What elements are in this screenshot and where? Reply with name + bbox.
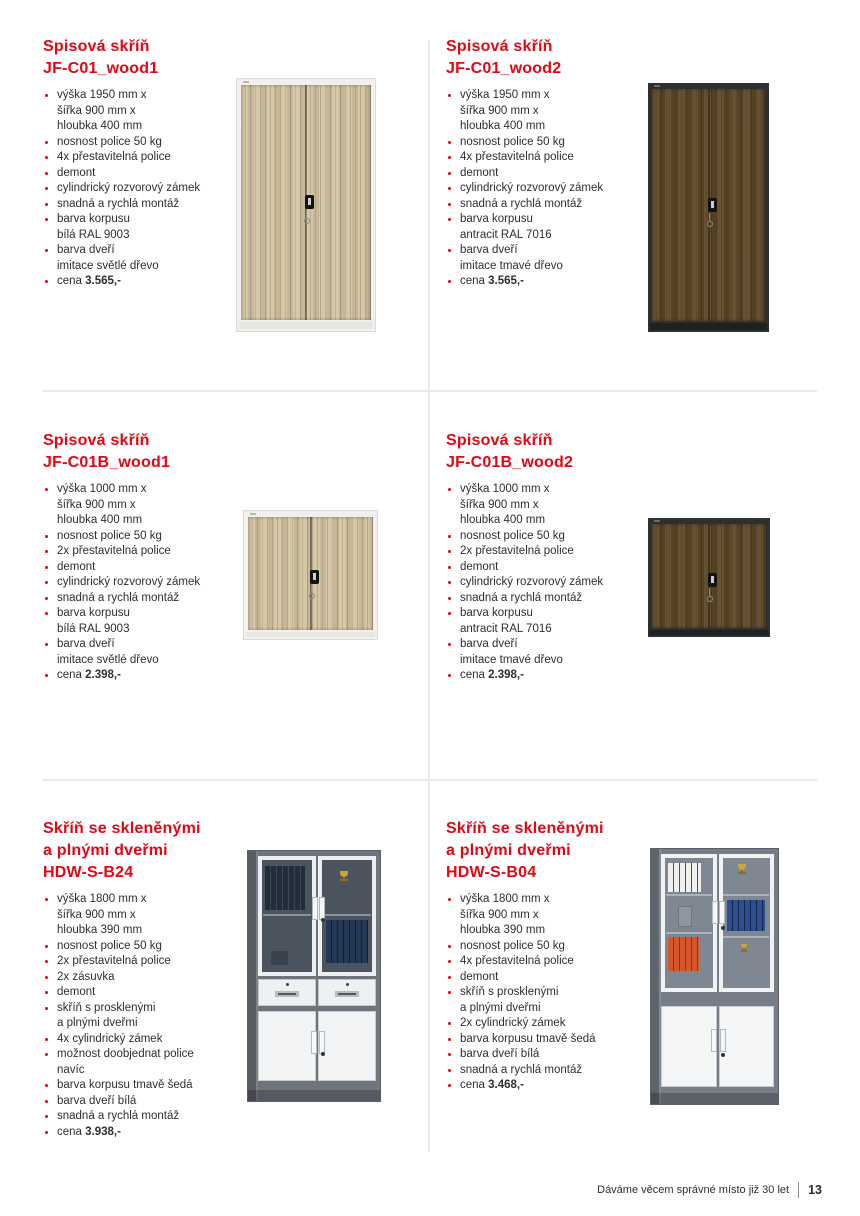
spec-item: cylindrický rozvorový zámek xyxy=(43,575,248,591)
product-spec-list xyxy=(43,482,248,684)
trophy-icon xyxy=(737,864,747,875)
spec-item: barva korpusu bílá RAL 9003 xyxy=(43,606,248,637)
spec-item: nosnost police 50 kg xyxy=(446,939,651,955)
footer-tagline: Dáváme věcem správné místo již 30 let xyxy=(597,1184,790,1196)
spec-item: 2x přestavitelná police xyxy=(446,544,651,560)
door-handle xyxy=(319,1031,325,1054)
cabinet-lock-icon xyxy=(708,198,717,212)
spec-item: nosnost police 50 kg xyxy=(43,529,248,545)
brand-logo xyxy=(654,520,660,522)
spec-item: cena 2.398,- xyxy=(446,668,651,684)
spec-item: 2x přestavitelná police xyxy=(43,954,248,970)
product-card xyxy=(429,781,860,1160)
product-title: Spisová skříň JF-C01B_wood2 xyxy=(446,432,574,471)
cabinet-lock-icon xyxy=(708,573,717,587)
door-handle xyxy=(720,1029,726,1052)
spec-item: snadná a rychlá montáž xyxy=(446,591,651,607)
spec-item: demont xyxy=(43,985,248,1001)
footer-separator xyxy=(798,1182,799,1198)
spec-item: snadná a rychlá montáž xyxy=(43,1109,248,1125)
door-handle xyxy=(711,1029,717,1052)
product-title: Spisová skříň JF-C01_wood2 xyxy=(446,38,562,77)
glass-pane xyxy=(322,860,372,972)
spec-item: demont xyxy=(446,166,651,182)
door-handle xyxy=(719,901,725,924)
spec-item: výška 1000 mm x šířka 900 mm x hloubka 400 mm xyxy=(446,482,651,529)
spec-item: nosnost police 50 kg xyxy=(446,135,651,151)
glass-door xyxy=(719,854,775,992)
spec-item: výška 1800 mm x šířka 900 mm x hloubka 390 mm xyxy=(446,892,651,939)
spec-item: výška 1950 mm x šířka 900 mm x hloubka 400 mm xyxy=(446,88,651,135)
binders xyxy=(668,863,701,892)
product-card xyxy=(0,781,429,1160)
spec-item: 2x přestavitelná police xyxy=(43,544,248,560)
lock-dot xyxy=(321,1052,325,1056)
spec-item: barva dveří imitace tmavé dřevo xyxy=(446,637,651,668)
spec-item: 2x cylindrický zámek xyxy=(446,1016,651,1032)
spec-item: nosnost police 50 kg xyxy=(43,135,248,151)
spec-item: snadná a rychlá montáž xyxy=(446,1063,651,1079)
glass-pane xyxy=(723,858,771,988)
shelf-line xyxy=(263,914,311,916)
cabinet-key-icon xyxy=(709,588,710,596)
shelf-line xyxy=(723,894,769,896)
spec-item: barva dveří bílá xyxy=(43,1094,248,1110)
product-photo-wood-cabinet xyxy=(236,78,376,332)
spec-item: barva dveří imitace tmavé dřevo xyxy=(446,243,651,274)
spec-item: cylindrický rozvorový zámek xyxy=(446,181,651,197)
glass-door-section xyxy=(258,856,376,976)
product-photo-wood-cabinet xyxy=(648,518,770,637)
drawer xyxy=(318,979,376,1007)
brand-logo xyxy=(654,85,660,87)
spec-item: možnost doobjednat police navíc xyxy=(43,1047,248,1078)
page-number: 13 xyxy=(808,1183,822,1197)
glass-pane xyxy=(262,860,312,972)
cabinet-plinth xyxy=(248,1090,380,1101)
trophy-icon xyxy=(339,871,349,882)
glass-door xyxy=(318,856,376,976)
spec-item: cena 2.398,- xyxy=(43,668,248,684)
cabinet-plinth xyxy=(650,630,768,635)
spec-item: výška 1000 mm x šířka 900 mm x hloubka 400 mm xyxy=(43,482,248,529)
shelf-line xyxy=(666,894,712,896)
spec-item: barva korpusu tmavě šedá xyxy=(43,1078,248,1094)
product-spec-list xyxy=(446,892,651,1094)
solid-door xyxy=(719,1006,775,1088)
shelf-line xyxy=(323,914,371,916)
spec-item: barva korpusu tmavě šedá xyxy=(446,1032,651,1048)
binders xyxy=(727,900,765,931)
spec-item: 4x přestavitelná police xyxy=(43,150,248,166)
product-photo-glass-cabinet xyxy=(650,848,779,1105)
drawer-lock-dot xyxy=(286,983,289,986)
spec-item: demont xyxy=(446,970,651,986)
product-photo-wood-cabinet xyxy=(648,83,769,332)
page-footer xyxy=(597,1180,822,1200)
trophy-icon xyxy=(740,944,748,953)
spec-item: skříň s prosklenými a plnými dveřmi xyxy=(43,1001,248,1032)
spec-item: 4x cylindrický zámek xyxy=(43,1032,248,1048)
spec-item: barva dveří imitace světlé dřevo xyxy=(43,637,248,668)
spec-item: demont xyxy=(446,560,651,576)
product-price: 3.468,- xyxy=(488,1079,524,1091)
cabinet-lock-icon xyxy=(310,570,319,584)
binders xyxy=(265,866,305,911)
product-title: Spisová skříň JF-C01_wood1 xyxy=(43,38,159,77)
product-photo-glass-cabinet xyxy=(247,850,381,1102)
door-handle xyxy=(312,897,318,920)
product-card xyxy=(0,392,429,781)
product-price: 3.938,- xyxy=(85,1125,121,1138)
shelf-line xyxy=(666,932,712,934)
drawer-handle xyxy=(335,991,359,997)
product-card xyxy=(429,0,860,392)
solid-door xyxy=(258,1011,316,1081)
brand-logo xyxy=(243,81,249,83)
product-card xyxy=(429,392,860,781)
door-handle xyxy=(712,901,718,924)
brand-logo xyxy=(250,513,256,515)
cabinet-plinth xyxy=(650,323,767,330)
product-spec-list xyxy=(43,88,248,290)
binders xyxy=(326,920,368,963)
product-price: 2.398,- xyxy=(85,669,121,681)
product-spec-list xyxy=(446,482,651,684)
product-title: Skříň se skleněnými a plnými dveřmi HDW-S-B24 xyxy=(43,820,201,881)
spec-item: cylindrický rozvorový zámek xyxy=(43,181,248,197)
box xyxy=(678,906,691,927)
glass-pane xyxy=(665,858,713,988)
spec-item: cylindrický rozvorový zámek xyxy=(446,575,651,591)
cabinet-lock-icon xyxy=(305,195,314,209)
cabinet-plinth xyxy=(246,632,375,637)
cabinet-key-icon xyxy=(311,585,312,593)
spec-item: nosnost police 50 kg xyxy=(43,939,248,955)
solid-door xyxy=(318,1011,376,1081)
spec-item: cena 3.565,- xyxy=(446,274,651,290)
spec-item: snadná a rychlá montáž xyxy=(43,591,248,607)
clutter xyxy=(271,951,288,966)
spec-item: cena 3.468,- xyxy=(446,1078,651,1094)
solid-door xyxy=(661,1006,717,1088)
spec-item: barva korpusu antracit RAL 7016 xyxy=(446,606,651,637)
product-photo-wood-cabinet xyxy=(243,510,378,640)
spec-item: 2x zásuvka xyxy=(43,970,248,986)
glass-door-section xyxy=(661,854,774,992)
product-spec-list xyxy=(43,892,248,1140)
product-title: Spisová skříň JF-C01B_wood1 xyxy=(43,432,171,471)
spec-item: výška 1800 mm x šířka 900 mm x hloubka 390 mm xyxy=(43,892,248,939)
door-handle xyxy=(319,897,325,920)
product-spec-list xyxy=(446,88,651,290)
solid-door-section xyxy=(258,1011,376,1081)
cabinet-key-icon xyxy=(709,213,710,221)
drawer-row xyxy=(258,979,376,1007)
spec-item: snadná a rychlá montáž xyxy=(446,197,651,213)
binders xyxy=(668,937,699,971)
spec-item: barva dveří imitace světlé dřevo xyxy=(43,243,248,274)
spec-item: 4x přestavitelná police xyxy=(446,954,651,970)
solid-door-section xyxy=(661,1006,774,1088)
spec-item: barva korpusu bílá RAL 9003 xyxy=(43,212,248,243)
product-card xyxy=(0,0,429,392)
cabinet-key-icon xyxy=(306,210,307,218)
door-handle xyxy=(311,1031,317,1054)
spec-item: demont xyxy=(43,560,248,576)
spec-item: barva dveří bílá xyxy=(446,1047,651,1063)
drawer xyxy=(258,979,316,1007)
spec-item: demont xyxy=(43,166,248,182)
spec-item: barva korpusu antracit RAL 7016 xyxy=(446,212,651,243)
glass-door xyxy=(258,856,316,976)
product-title: Skříň se skleněnými a plnými dveřmi HDW-S-B04 xyxy=(446,820,604,881)
drawer-handle xyxy=(275,991,299,997)
product-price: 3.565,- xyxy=(488,275,524,287)
spec-item: výška 1950 mm x šířka 900 mm x hloubka 400 mm xyxy=(43,88,248,135)
spec-item: skříň s prosklenými a plnými dveřmi xyxy=(446,985,651,1016)
glass-door xyxy=(661,854,717,992)
spec-item: cena 3.938,- xyxy=(43,1125,248,1141)
product-price: 3.565,- xyxy=(85,275,121,287)
spec-item: nosnost police 50 kg xyxy=(446,529,651,545)
drawer-lock-dot xyxy=(346,983,349,986)
spec-item: snadná a rychlá montáž xyxy=(43,197,248,213)
cabinet-plinth xyxy=(239,322,373,329)
spec-item: cena 3.565,- xyxy=(43,274,248,290)
product-price: 2.398,- xyxy=(488,669,524,681)
shelf-line xyxy=(723,936,769,938)
spec-item: 4x přestavitelná police xyxy=(446,150,651,166)
cabinet-plinth xyxy=(651,1093,778,1104)
